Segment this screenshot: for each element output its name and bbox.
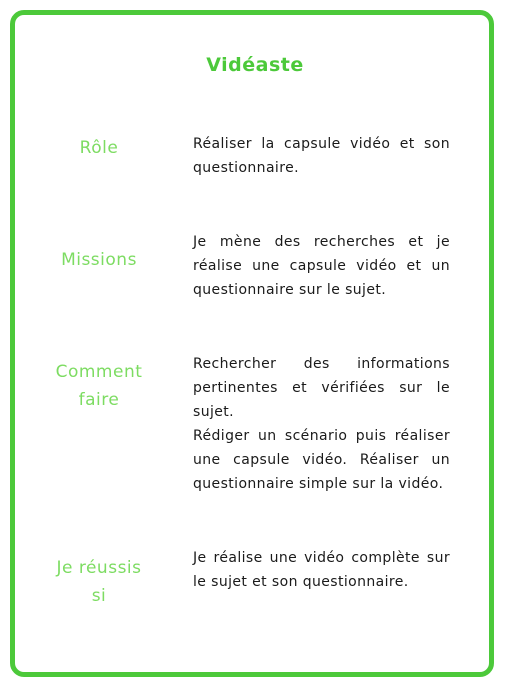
- label-je-reussis-si: [42, 554, 156, 610]
- label-comment-faire-line-2: faire: [78, 390, 120, 410]
- label-je-reussis-si-line-1: Je réussis: [56, 558, 142, 578]
- label-comment-faire-line-1: Comment: [55, 362, 143, 382]
- label-role-line-1: Rôle: [79, 138, 119, 158]
- text-je-reussis-si-paragraph-1: Je réalise une vidéo complète sur le sujet et son questionnaire.: [193, 550, 450, 590]
- label-missions: [42, 246, 156, 274]
- label-role: [42, 134, 156, 162]
- text-je-reussis-si: [193, 546, 450, 594]
- text-role-paragraph-1: Réaliser la capsule vidéo et son questionnaire.: [193, 136, 450, 176]
- text-comment-faire-paragraph-2: Rédiger un scénario puis réaliser une capsule vidéo. Réaliser un questionnaire simple sur la vidéo.: [193, 428, 450, 492]
- text-missions: [193, 230, 450, 302]
- text-comment-faire: [193, 352, 450, 496]
- text-comment-faire-paragraph-1: Rechercher des informations pertinentes et vérifiées sur le sujet.: [193, 356, 450, 420]
- label-comment-faire: [42, 358, 156, 414]
- label-missions-line-1: Missions: [61, 250, 137, 270]
- text-missions-paragraph-1: Je mène des recherches et je réalise une capsule vidéo et un questionnaire sur le sujet.: [193, 234, 450, 298]
- card-title: Vidéaste: [206, 54, 304, 76]
- text-role: [193, 132, 450, 180]
- label-je-reussis-si-line-2: si: [91, 586, 107, 606]
